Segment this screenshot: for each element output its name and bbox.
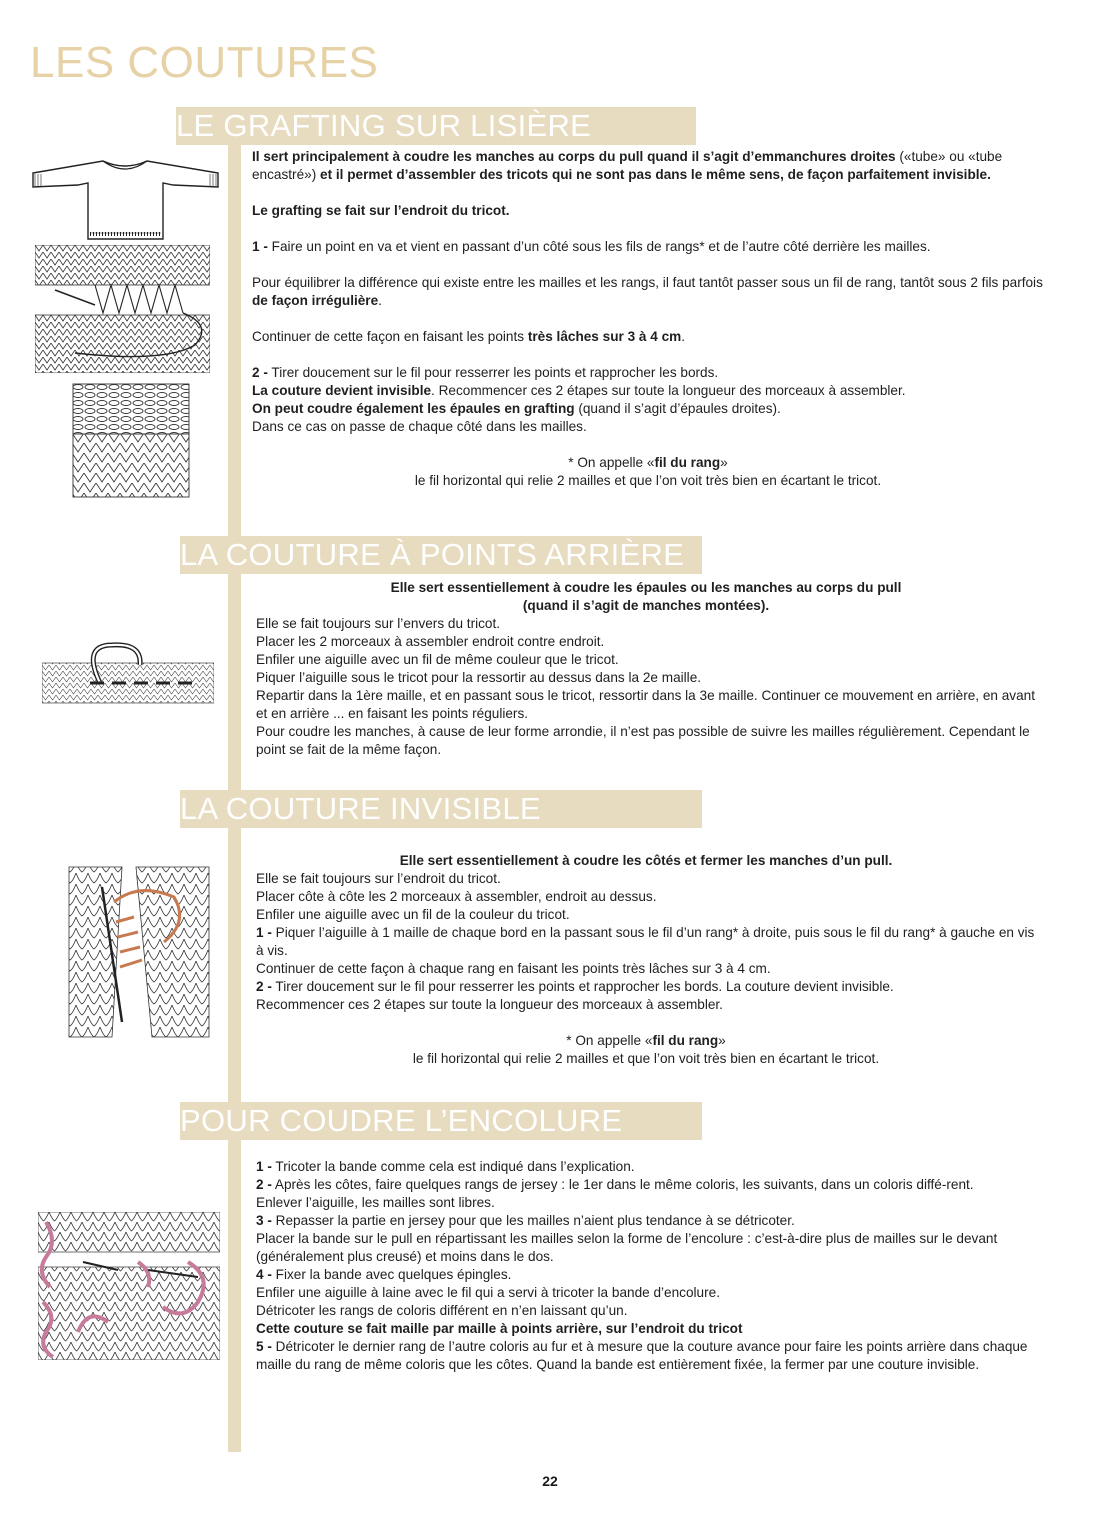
page-number: 22	[542, 1473, 558, 1489]
encolure-bold-line: Cette couture se fait maille par maille à points arrière, sur l’endroit du tricot	[256, 1321, 743, 1336]
footnote-text: * On appelle «	[566, 1033, 653, 1048]
step-text: Repasser la partie en jersey pour que les mailles n’aient plus tendance à se détricoter.	[271, 1213, 795, 1228]
encolure-line: Enfiler une aiguille à laine avec le fil qui a servi à tricoter la bande d’encolure.	[256, 1285, 720, 1300]
paragraph-text: Continuer de cette façon en faisant les points	[252, 329, 528, 344]
paragraph-text: .	[681, 329, 686, 344]
paragraph-text: .	[378, 293, 382, 308]
intro-normal: («tube» ou «tube encastré»)	[252, 149, 1003, 182]
points-arriere-line: Placer les 2 morceaux à assembler endroit contre endroit.	[256, 634, 605, 649]
grafting-step-2	[252, 364, 1044, 382]
points-arriere-line: Enfiler une aiguille avec un fil de même couleur que le tricot.	[256, 652, 619, 667]
invisible-step-1	[256, 924, 1036, 960]
paragraph-bold: très lâches sur 3 à 4 cm	[527, 329, 682, 344]
step-number: 1 -	[252, 239, 268, 254]
points-arriere-line: Repartir dans la 1ère maille, et en passant sous le tricot, ressortir dans la 3e maille. Continuer ce mouvement en arrière, en avant et en arrière ... en faisant les points réguliers.	[256, 688, 1036, 721]
grafting-continuer	[252, 328, 1044, 346]
section-heading-text: LE GRAFTING SUR LISIÈRE	[176, 108, 592, 143]
grafting-epaules	[252, 400, 1044, 418]
encolure-step-5	[256, 1338, 1036, 1374]
grafting-result-diagram	[72, 383, 190, 498]
step-number: 5 -	[256, 1339, 272, 1354]
encolure-step-1	[256, 1158, 1036, 1176]
step-number: 3 -	[256, 1213, 272, 1228]
section-heading-couture-invisible	[180, 790, 702, 828]
encolure-line: Placer la bande sur le pull en répartissant les mailles selon la forme de l’encolure : c’est-à-dire plus de mailles sur le devant (généralement plus creusé) et moins dans le dos.	[256, 1231, 998, 1264]
points-arriere-intro-1: Elle sert essentiellement à coudre les épaules ou les manches au corps du pull	[390, 580, 902, 595]
section-couture-invisible-body	[256, 852, 1036, 1068]
paragraph-text: (quand il s’agit d’épaules droites).	[574, 401, 781, 416]
neckband-seam-diagram	[38, 1212, 220, 1360]
invisible-line: Continuer de cette façon à chaque rang en faisant les points très lâches sur 3 à 4 cm.	[256, 961, 771, 976]
invisible-line: Recommencer ces 2 étapes sur toute la longueur des morceaux à assembler.	[256, 997, 723, 1012]
footnote-bold: fil du rang	[652, 1033, 719, 1048]
encolure-step-4	[256, 1266, 1036, 1284]
section-grafting-body	[252, 148, 1044, 490]
grafting-equilibrer	[252, 274, 1044, 310]
section-heading-text: LA COUTURE À POINTS ARRIÈRE	[180, 537, 685, 572]
step-number: 1 -	[256, 1159, 272, 1174]
step-text: Détricoter le dernier rang de l’autre coloris au fur et à mesure que la couture avance pour faire les points arrière dans chaque maille du rang de même coloris que les côtes. Quand la bande est entièrement fixée, la fermer par une couture invisible.	[256, 1339, 1028, 1372]
section-heading-grafting	[176, 107, 696, 145]
section-points-arriere-body	[256, 579, 1036, 759]
invisible-intro: Elle sert essentiellement à coudre les côtés et fermer les manches d’un pull.	[399, 853, 893, 868]
points-arriere-line: Elle se fait toujours sur l’envers du tricot.	[256, 616, 501, 631]
grafting-invisible	[252, 382, 1044, 400]
intro-bold: Il sert principalement à coudre les manches au corps du pull quand il s’agit d’emmanchures droites	[252, 149, 896, 164]
invisible-line: Enfiler une aiguille avec un fil de la couleur du tricot.	[256, 907, 570, 922]
step-text: Tricoter la bande comme cela est indiqué dans l’explication.	[271, 1159, 635, 1174]
footnote-line-2: le fil horizontal qui relie 2 mailles et que l’on voit très bien en écartant le tricot.	[414, 473, 882, 488]
paragraph-bold: de façon irrégulière	[252, 293, 379, 308]
page-title: LES COUTURES	[30, 38, 379, 87]
footnote-text: »	[718, 1033, 726, 1048]
grafting-stitch-diagram	[35, 245, 210, 373]
footnote-line-2: le fil horizontal qui relie 2 mailles et que l’on voit très bien en écartant le tricot.	[412, 1051, 880, 1066]
footnote-text: »	[720, 455, 728, 470]
sweater-diagram	[28, 155, 223, 243]
step-text: Tirer doucement sur le fil pour resserrer les points et rapprocher les bords.	[267, 365, 719, 380]
section-heading-encolure	[180, 1102, 702, 1140]
section-heading-text: POUR COUDRE L’ENCOLURE	[180, 1103, 623, 1138]
step-number: 4 -	[256, 1267, 272, 1282]
points-arriere-intro-2: (quand il s’agit de manches montées).	[522, 598, 770, 613]
encolure-step-2	[256, 1176, 1036, 1194]
invisible-line: Elle se fait toujours sur l’endroit du tricot.	[256, 871, 501, 886]
intro-bold: et il permet d’assembler des tricots qui ne sont pas dans le même sens, de façon parfaitement invisible.	[320, 167, 991, 182]
step-text: Fixer la bande avec quelques épingles.	[271, 1267, 512, 1282]
section-heading-points-arriere	[180, 536, 702, 574]
encolure-step-3	[256, 1212, 1036, 1230]
encolure-line: Enlever l’aiguille, les mailles sont libres.	[256, 1195, 495, 1210]
backstitch-diagram	[42, 635, 214, 707]
footnote-text: * On appelle «	[568, 455, 655, 470]
step-number: 2 -	[256, 979, 272, 994]
encolure-line: Détricoter les rangs de coloris différent en n’en laissant qu’un.	[256, 1303, 628, 1318]
points-arriere-line: Pour coudre les manches, à cause de leur forme arrondie, il n’est pas possible de suivre les mailles régulièrement. Cependant le point se fait de la même façon.	[256, 724, 1030, 757]
section-encolure-body	[256, 1158, 1036, 1374]
paragraph-text: . Recommencer ces 2 étapes sur toute la longueur des morceaux à assembler.	[431, 383, 906, 398]
grafting-intro	[252, 148, 1044, 184]
step-number: 2 -	[252, 365, 268, 380]
step-text: Tirer doucement sur le fil pour resserrer les points et rapprocher les bords. La couture devient invisible.	[271, 979, 894, 994]
points-arriere-line: Piquer l’aiguille sous le tricot pour la ressortir au dessus dans la 2e maille.	[256, 670, 702, 685]
paragraph-text: Pour équilibrer la différence qui existe entre les mailles et les rangs, il faut tantôt passer sous un fil de rang, tantôt sous 2 fils parfois	[252, 275, 1043, 290]
paragraph-bold: On peut coudre également les épaules en grafting	[252, 401, 575, 416]
grafting-endroit: Le grafting se fait sur l’endroit du tricot.	[252, 203, 510, 218]
step-text: Faire un point en va et vient en passant d’un côté sous les fils de rangs* et de l’autre côté derrière les mailles.	[267, 239, 931, 254]
step-number: 2 -	[256, 1177, 272, 1192]
step-number: 1 -	[256, 925, 272, 940]
invisible-seam-diagram	[64, 862, 214, 1042]
section-heading-text: LA COUTURE INVISIBLE	[180, 791, 541, 826]
paragraph-bold: La couture devient invisible	[252, 383, 432, 398]
grafting-step-1	[252, 238, 1044, 256]
invisible-line: Placer côte à côte les 2 morceaux à assembler, endroit au dessus.	[256, 889, 657, 904]
step-text: Après les côtes, faire quelques rangs de jersey : le 1er dans le même coloris, les suivants, dans un coloris diffé-rent.	[271, 1177, 974, 1192]
footnote-line-1	[256, 1032, 1036, 1050]
invisible-step-2	[256, 978, 1036, 996]
grafting-mailles: Dans ce cas on passe de chaque côté dans les mailles.	[252, 419, 587, 434]
footnote-bold: fil du rang	[654, 455, 721, 470]
footnote-line-1	[252, 454, 1044, 472]
step-text: Piquer l’aiguille à 1 maille de chaque bord en la passant sous le fil d’un rang* à droite, puis sous le fil du rang* à gauche en vis à vis.	[256, 925, 1035, 958]
